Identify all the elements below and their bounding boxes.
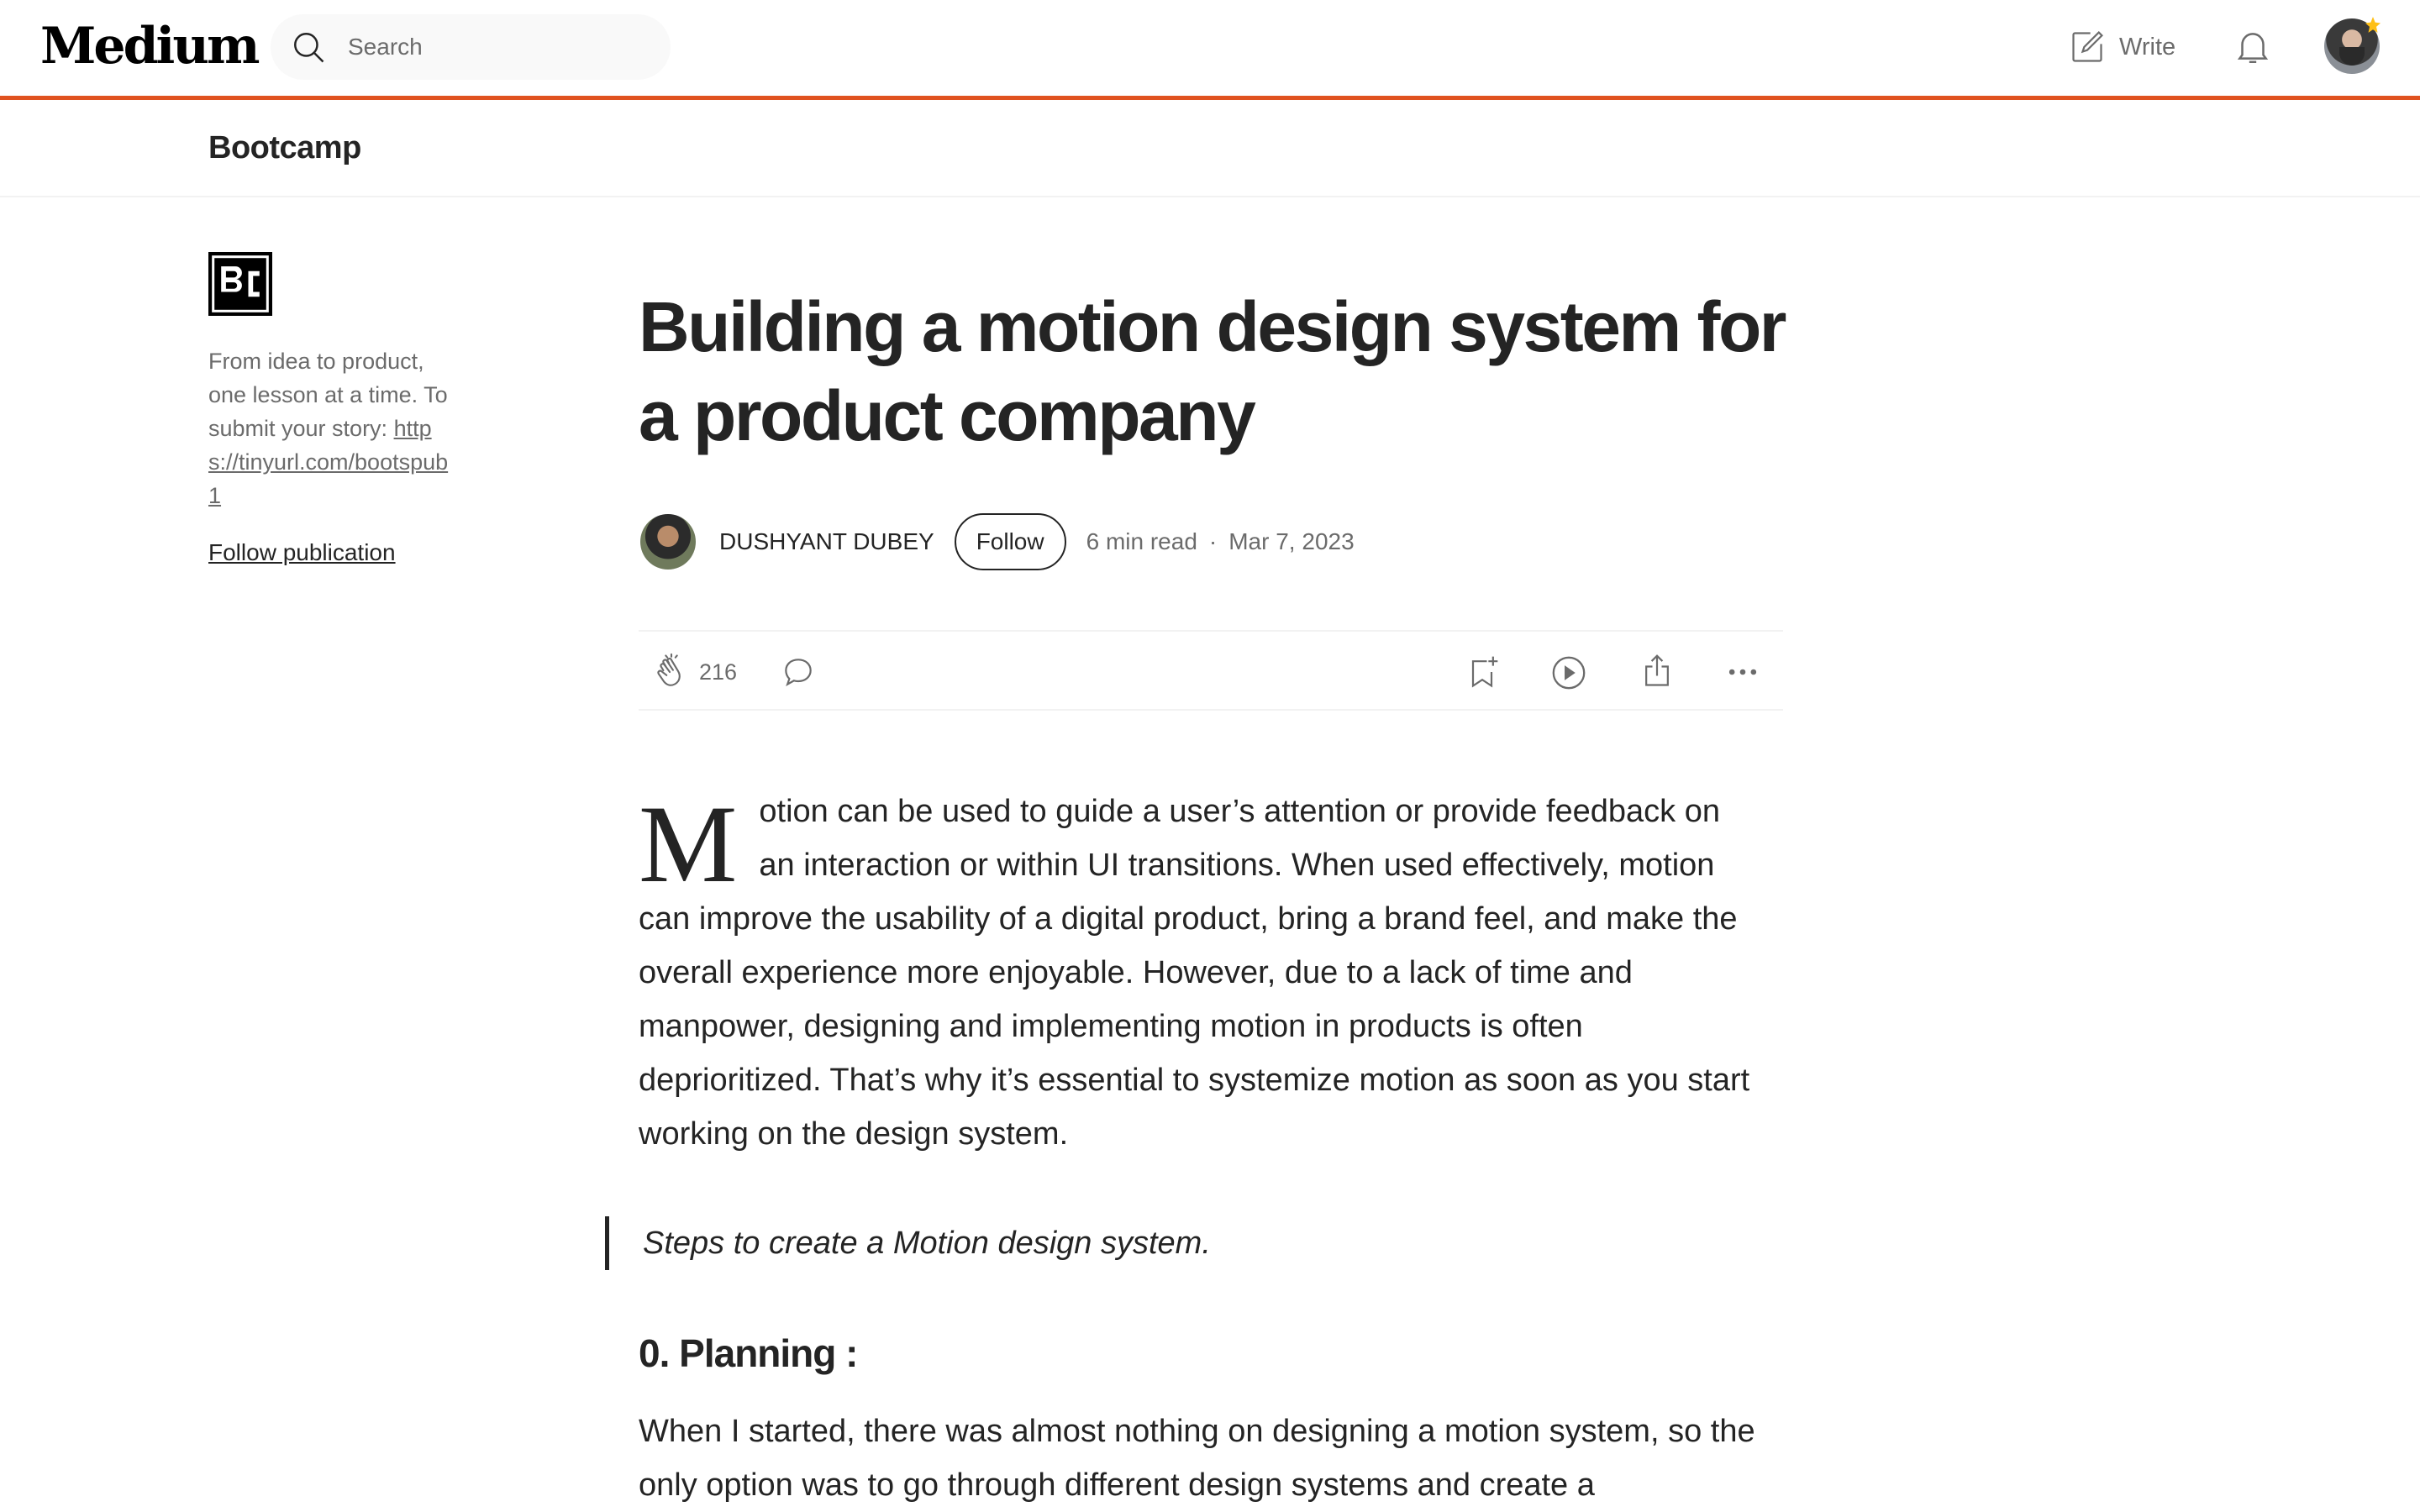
publication-bar [0,100,2420,197]
follow-author-button[interactable]: Follow [955,513,1066,570]
article-title: Building a motion design system for a product company [639,287,1785,455]
clap-count: 216 [699,659,738,685]
comment-icon[interactable] [780,654,817,690]
article-paragraph-2: When I started, there was almost nothing on designing a motion system, so the only option was to go through different design systems and create a [639,1414,1755,1503]
search-bar[interactable] [271,14,671,80]
follow-publication-link[interactable]: Follow publication [208,539,396,565]
meta-separator: · [1208,528,1218,554]
submission-link[interactable]: https://tinyurl.com/bootspub1 [208,416,449,508]
pull-quote: Steps to create a Motion design system. [605,1216,1211,1270]
drop-cap: M [639,782,738,906]
avatar-beard [2339,47,2365,66]
read-time: 6 min read [1086,528,1197,554]
medium-logo[interactable]: Medium [40,17,258,76]
author-avatar[interactable] [640,514,696,570]
write-label: Write [2119,33,2176,60]
clap-icon [652,653,691,691]
byline [640,512,1355,571]
publication-description-text: From idea to product, one lesson at a time. To submit your story: [208,349,448,441]
write-icon [2069,29,2106,66]
publication-name[interactable]: Bootcamp [208,130,361,165]
bookmark-add-icon[interactable] [1464,654,1501,690]
article-paragraph-1 [639,782,1756,1161]
publication-description [208,344,460,512]
search-icon [291,29,326,65]
search-input[interactable] [348,26,650,68]
author-name[interactable]: DUSHYANT DUBEY [719,528,934,554]
member-star-icon [2363,15,2383,35]
more-options-icon[interactable] [1724,654,1761,690]
article-action-bar [639,630,1783,711]
paragraph-1-text: otion can be used to guide a user’s attention or provide feedback on an interaction or within UI transitions. When used effectively, motion can improve the usability of a digital product, bring a brand feel, and make the overall experience more enjoyable. However, due to a lack of time and manpower, designing and implementing motion in products is often deprioritized. That’s why it’s essential to systemize motion as soon as you start working on the design system. [639,794,1750,1152]
section-heading-planning: 0. Planning : [639,1331,858,1375]
listen-play-icon[interactable] [1549,654,1588,692]
clap-button[interactable] [652,652,737,692]
publish-date: Mar 7, 2023 [1228,528,1355,554]
bootcamp-logo-icon[interactable] [208,252,272,316]
notification-bell-icon[interactable] [2232,25,2274,67]
share-icon[interactable] [1639,652,1676,690]
write-button[interactable] [2069,25,2175,69]
top-navbar [0,0,2420,96]
